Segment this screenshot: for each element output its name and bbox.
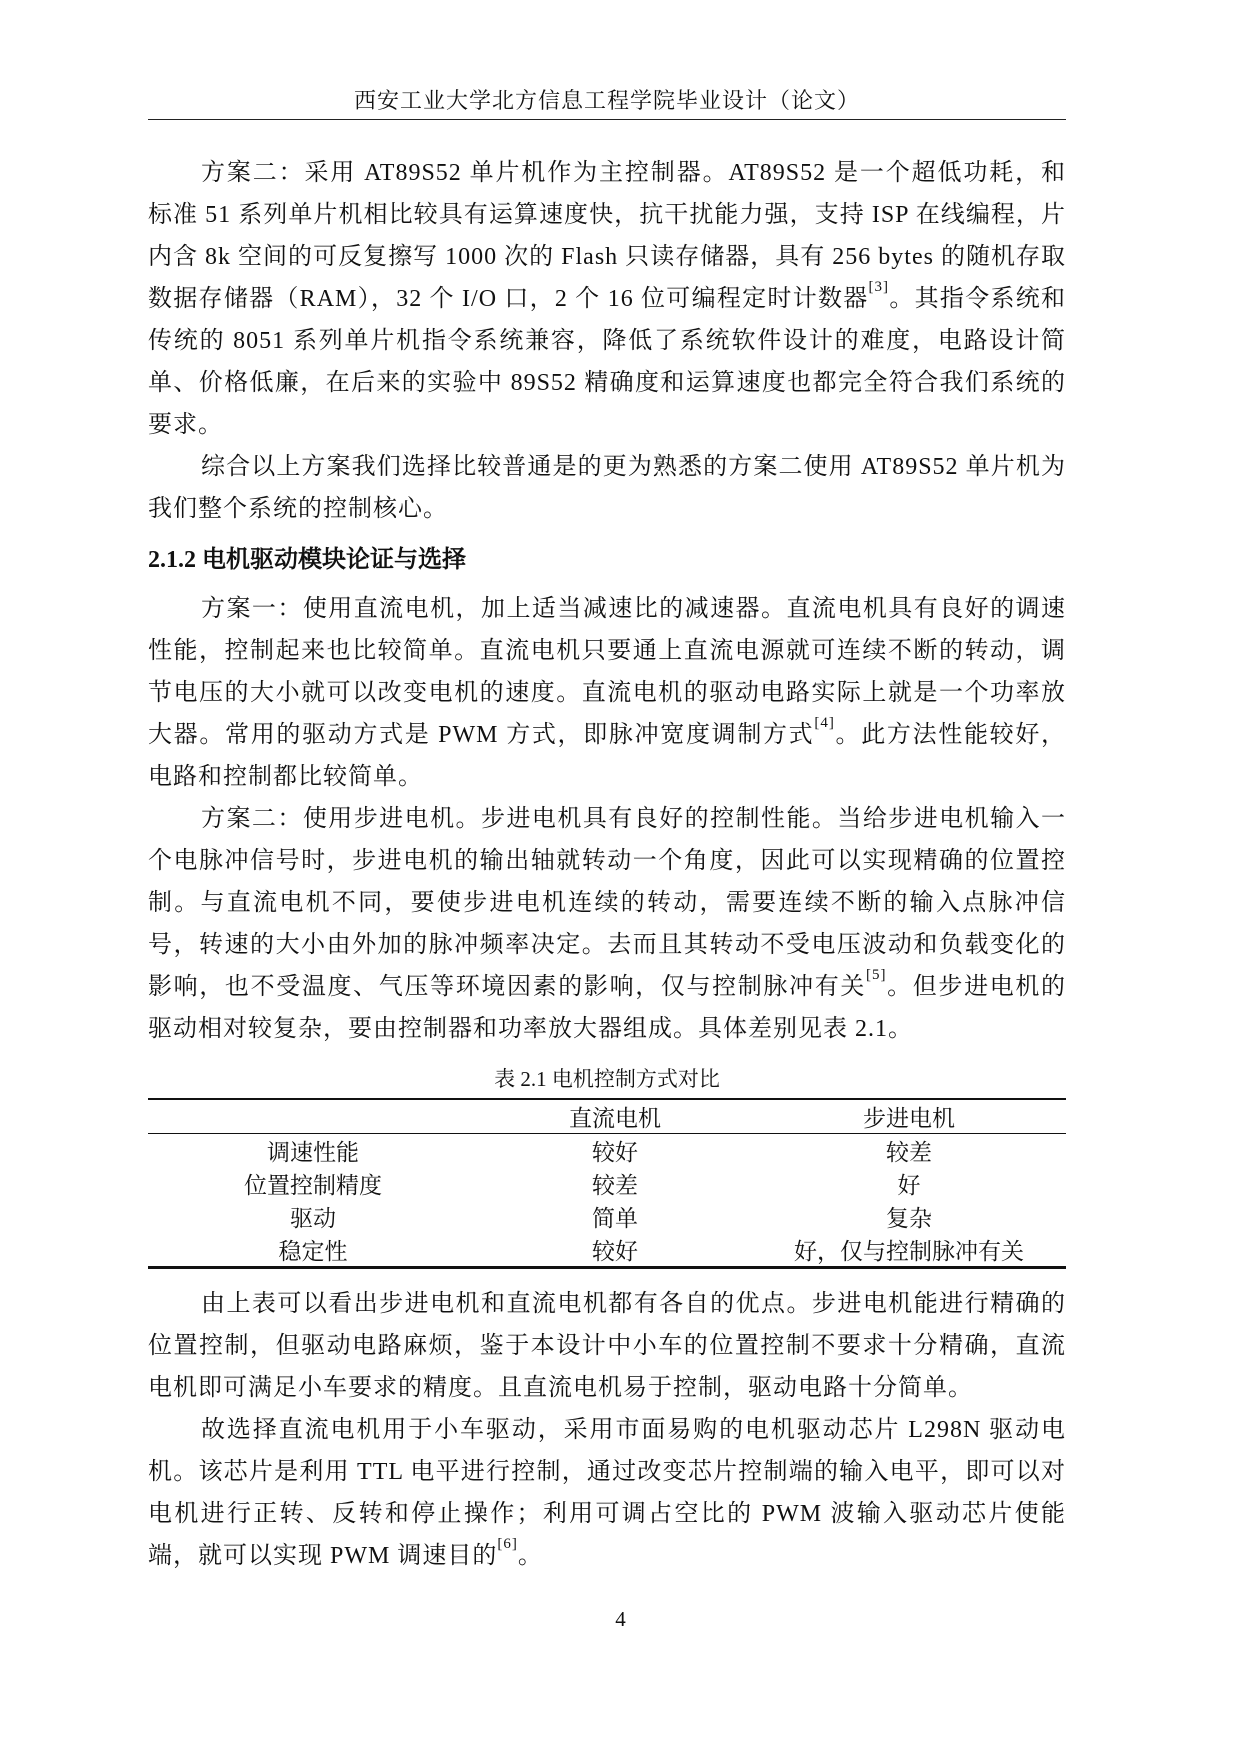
paragraph-text: 方案一：使用直流电机，加上适当减速比的减速器。直流电机具有良好的调速性能，控制起来也比较简单。直流电机只要通上直流电源就可连续不断的转动，调节电压的大小就可以改变电机的速度。直流电机的驱动电路实际上就是一个功率放大器。常用的驱动方式是 PWM 方式，即脉冲宽度调制方式 xyxy=(148,596,1066,748)
table-cell: 驱动 xyxy=(290,1206,336,1231)
table-cell: 好，仅与控制脉冲有关 xyxy=(794,1239,1024,1264)
citation-3[interactable]: [3] xyxy=(868,279,890,295)
paragraph-stepper-motor xyxy=(148,798,1066,1050)
paragraph-text: 。此方法性能较好，电路和控制都比较简单。 xyxy=(148,722,1067,790)
table-cell: 较差 xyxy=(592,1173,638,1198)
table-row xyxy=(148,1134,1066,1168)
table-cell: 好 xyxy=(897,1173,921,1198)
table-header-row xyxy=(148,1099,1066,1134)
citation-5[interactable]: [5] xyxy=(866,967,887,983)
paragraph-text: 故选择直流电机用于小车驱动，采用市面易购的电机驱动芯片 L298N 驱动电机。该芯片是利用 TTL 电平进行控制，通过改变芯片控制端的输入电平，即可以对电机进行正转、反转和停止操作；利用可调占空比的 PWM 波输入驱动芯片使能端，就可以实现 PWM 调速目的 xyxy=(148,1417,1066,1569)
paragraph-dc-motor xyxy=(148,588,1066,798)
table-header-cell: 直流电机 xyxy=(478,1099,752,1134)
paragraph-comparison-conclusion: 由上表可以看出步进电机和直流电机都有各自的优点。步进电机能进行精确的位置控制，但驱动电路麻烦，鉴于本设计中小车的位置控制不要求十分精确，直流电机即可满足小车要求的精度。且直流电机易于控制，驱动电路十分简单。 xyxy=(148,1291,1066,1401)
page-body xyxy=(148,152,1066,1577)
paragraph-final-choice xyxy=(148,1409,1066,1577)
table-cell: 较好 xyxy=(592,1140,638,1165)
header-rule xyxy=(148,119,1066,120)
section-heading: 2.1.2 电机驱动模块论证与选择 xyxy=(148,547,466,573)
table-cell: 简单 xyxy=(592,1206,638,1231)
running-header: 西安工业大学北方信息工程学院毕业设计（论文） xyxy=(353,88,860,113)
paragraph-summary: 综合以上方案我们选择比较普通是的更为熟悉的方案二使用 AT89S52 单片机为我们整个系统的控制核心。 xyxy=(148,454,1066,522)
table-caption: 表 2.1 电机控制方式对比 xyxy=(494,1067,720,1091)
table-cell: 较好 xyxy=(592,1239,638,1264)
paragraph-scheme-two-controller xyxy=(148,152,1066,446)
page-number: 4 xyxy=(615,1607,626,1631)
table-cell: 较差 xyxy=(886,1140,932,1165)
table-cell: 复杂 xyxy=(886,1206,932,1231)
table-header-cell xyxy=(148,1099,478,1134)
paragraph-text: 。但步进电机的驱动相对较复杂，要由控制器和功率放大器组成。具体差别见表 2.1。 xyxy=(148,974,1066,1042)
table-row xyxy=(148,1233,1066,1268)
table-row xyxy=(148,1167,1066,1200)
table-cell: 位置控制精度 xyxy=(244,1173,382,1198)
table-cell: 稳定性 xyxy=(278,1239,348,1264)
paragraph-text: 。 xyxy=(517,1543,543,1569)
citation-6[interactable]: [6] xyxy=(497,1536,518,1552)
paragraph-text: 。其指令系统和传统的 8051 系列单片机指令系统兼容，降低了系统软件设计的难度，电路设计简单、价格低廉，在后来的实验中 89S52 精确度和运算速度也都完全符合我们系统的要求。 xyxy=(148,286,1067,438)
table-header-cell: 步进电机 xyxy=(752,1099,1066,1134)
comparison-table xyxy=(148,1098,1066,1269)
paragraph-text: 方案二：采用 AT89S52 单片机作为主控制器。AT89S52 是一个超低功耗，和标准 51 系列单片机相比较具有运算速度快，抗干扰能力强，支持 ISP 在线编程，片内含 8k 空间的可反复擦写 1000 次的 Flash 只读存储器，具有 256 bytes 的随机存取数据存储器（RAM），32 个 I/O 口，2 个 16 位可编程定时计数器 xyxy=(148,160,1066,312)
table-row xyxy=(148,1200,1066,1233)
table-cell: 调速性能 xyxy=(267,1140,359,1165)
citation-4[interactable]: [4] xyxy=(814,715,835,731)
paragraph-text: 方案二：使用步进电机。步进电机具有良好的控制性能。当给步进电机输入一个电脉冲信号时，步进电机的输出轴就转动一个角度，因此可以实现精确的位置控制。与直流电机不同，要使步进电机连续的转动，需要连续不断的输入点脉冲信号，转速的大小由外加的脉冲频率决定。去而且其转动不受电压波动和负载变化的影响，也不受温度、气压等环境因素的影响，仅与控制脉冲有关 xyxy=(148,806,1066,1000)
